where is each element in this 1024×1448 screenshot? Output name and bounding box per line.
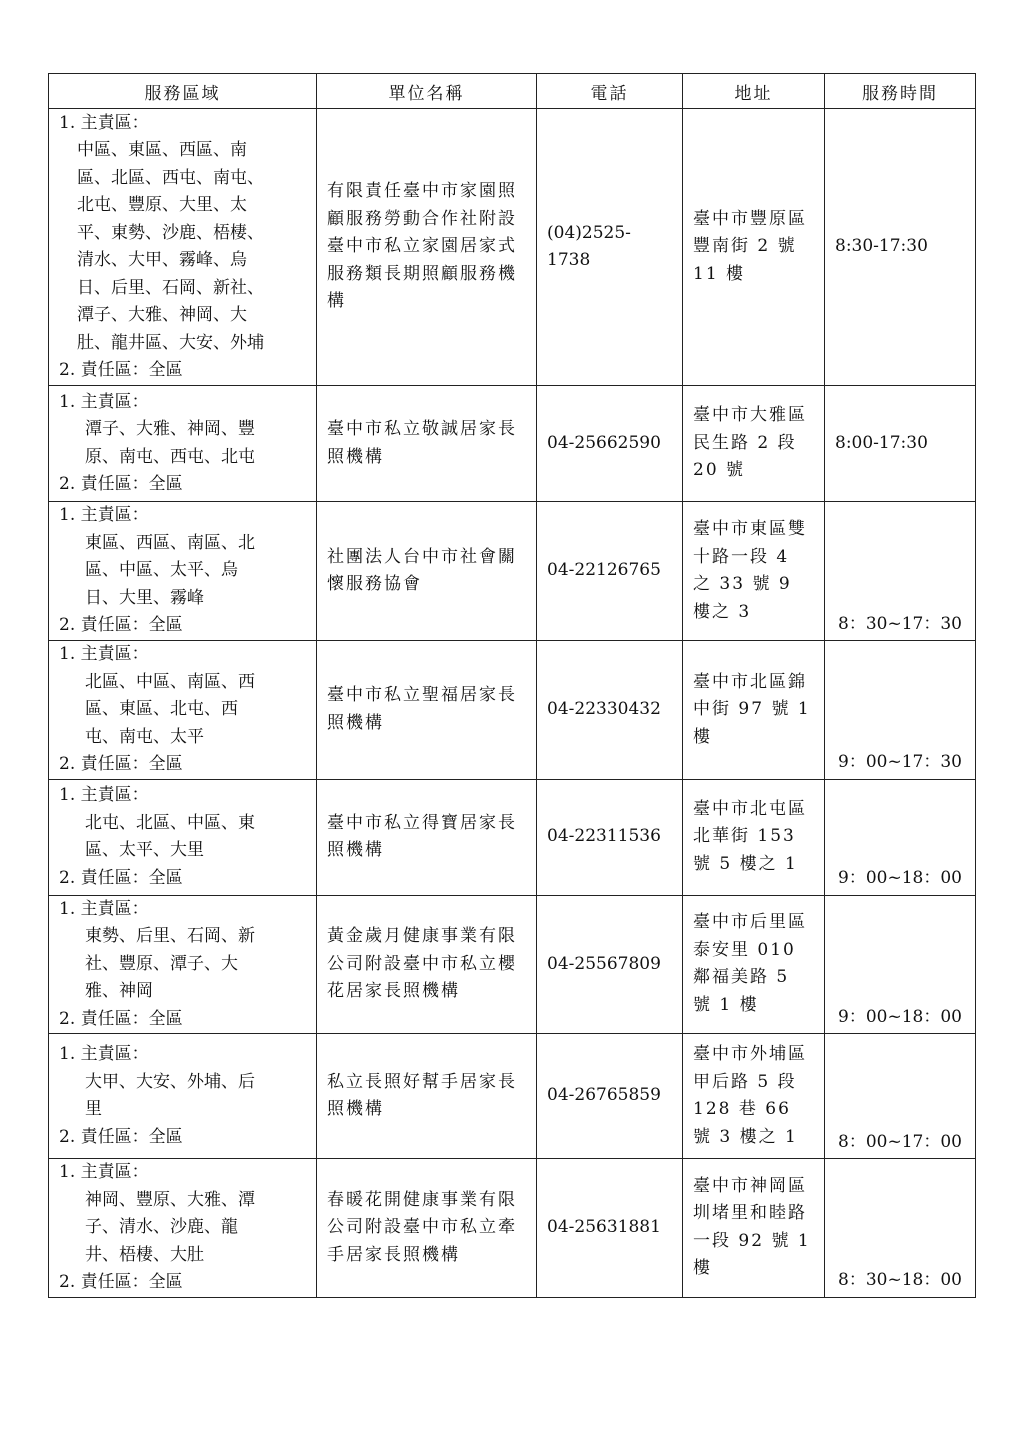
phone-number: 04-22311536 xyxy=(537,779,683,895)
primary-area-label: 1. 主責區： xyxy=(59,1044,149,1064)
primary-area-line: 里 xyxy=(85,1099,102,1119)
primary-area-line: 東區、西區、南區、北 xyxy=(85,532,255,553)
unit-name: 臺中市私立得寶居家長照機構 xyxy=(317,779,537,895)
secondary-area: 2. 責任區：全區 xyxy=(59,867,183,888)
unit-name: 有限責任臺中市家園照顧服務勞動合作社附設臺中市私立家園居家式服務類長期照顧服務機構 xyxy=(317,109,537,386)
address: 臺中市外埔區甲后路 5 段 128 巷 66 號 3 樓之 1 xyxy=(683,1034,825,1159)
primary-area-line: 肚、龍井區、大安、外埔 xyxy=(77,332,264,353)
address: 臺中市神岡區圳堵里和睦路一段 92 號 1 樓 xyxy=(683,1159,825,1298)
phone-number: 04-22330432 xyxy=(537,641,683,780)
secondary-area: 2. 責任區：全區 xyxy=(59,360,183,380)
address: 臺中市北屯區北華街 153 號 5 樓之 1 xyxy=(683,779,825,895)
service-hours: 8：30~17：30 xyxy=(825,502,976,641)
service-area-cell xyxy=(49,109,317,386)
address: 臺中市東區雙十路一段 4 之 33 號 9 樓之 3 xyxy=(683,502,825,641)
primary-area-line: 日、大里、霧峰 xyxy=(85,587,204,608)
primary-area-label: 1. 主責區： xyxy=(59,391,149,412)
service-hours: 9：00~18：00 xyxy=(825,779,976,895)
table-row xyxy=(49,502,976,641)
primary-area-line: 北屯、北區、中區、東 xyxy=(85,812,255,833)
address: 臺中市豐原區豐南街 2 號 11 樓 xyxy=(683,109,825,386)
table-row xyxy=(49,895,976,1034)
phone-number: (04)2525-1738 xyxy=(537,109,683,386)
primary-area-label: 1. 主責區： xyxy=(59,785,149,805)
header-name: 單位名稱 xyxy=(317,74,537,109)
unit-name: 臺中市私立聖福居家長照機構 xyxy=(317,641,537,780)
unit-name: 黃金歲月健康事業有限公司附設臺中市私立櫻花居家長照機構 xyxy=(317,895,537,1034)
primary-area-line: 大甲、大安、外埔、后 xyxy=(85,1071,255,1092)
service-area-cell xyxy=(49,641,317,780)
phone-number: 04-22126765 xyxy=(537,502,683,641)
header-hours: 服務時間 xyxy=(825,74,976,109)
primary-area-line: 井、梧棲、大肚 xyxy=(85,1244,204,1265)
primary-area-line: 子、清水、沙鹿、龍 xyxy=(85,1217,238,1237)
unit-name: 社團法人台中市社會關懷服務協會 xyxy=(317,502,537,641)
primary-area-line: 屯、南屯、太平 xyxy=(85,726,204,747)
header-area: 服務區域 xyxy=(49,74,317,109)
primary-area-line: 區、北區、西屯、南屯、 xyxy=(77,167,264,188)
primary-area-label: 1. 主責區： xyxy=(59,644,149,664)
phone-number: 04-25631881 xyxy=(537,1159,683,1298)
secondary-area: 2. 責任區：全區 xyxy=(59,474,183,494)
primary-area-line: 社、豐原、潭子、大 xyxy=(85,953,238,974)
header-address: 地址 xyxy=(683,74,825,109)
secondary-area: 2. 責任區：全區 xyxy=(59,754,183,774)
table-header-row xyxy=(49,74,976,109)
primary-area-label: 1. 主責區： xyxy=(59,505,149,526)
primary-area-line: 平、東勢、沙鹿、梧棲、 xyxy=(77,222,264,243)
table-row xyxy=(49,1159,976,1298)
primary-area-label: 1. 主責區： xyxy=(59,898,149,919)
service-hours: 8：30~18：00 xyxy=(825,1159,976,1298)
primary-area-line: 原、南屯、西屯、北屯 xyxy=(85,446,255,467)
table-row xyxy=(49,641,976,780)
header-phone: 電話 xyxy=(537,74,683,109)
address: 臺中市北區錦中街 97 號 1 樓 xyxy=(683,641,825,780)
unit-name: 春暖花開健康事業有限公司附設臺中市私立牽手居家長照機構 xyxy=(317,1159,537,1298)
secondary-area: 2. 責任區：全區 xyxy=(59,1272,183,1292)
address: 臺中市大雅區民生路 2 段 20 號 xyxy=(683,386,825,502)
table-row xyxy=(49,779,976,895)
table-row xyxy=(49,109,976,386)
unit-name: 私立長照好幫手居家長照機構 xyxy=(317,1034,537,1159)
service-area-cell xyxy=(49,1159,317,1298)
service-area-cell xyxy=(49,502,317,641)
primary-area-line: 區、中區、太平、烏 xyxy=(85,560,238,581)
primary-area-line: 潭子、大雅、神岡、豐 xyxy=(85,419,255,439)
service-area-cell xyxy=(49,1034,317,1159)
service-area-cell xyxy=(49,895,317,1034)
primary-area-line: 北區、中區、南區、西 xyxy=(85,671,255,692)
secondary-area: 2. 責任區：全區 xyxy=(59,615,183,636)
service-hours: 8:30-17:30 xyxy=(825,109,976,386)
address: 臺中市后里區泰安里 010 鄰福美路 5 號 1 樓 xyxy=(683,895,825,1034)
primary-area-line: 潭子、大雅、神岡、大 xyxy=(77,305,247,325)
table-row xyxy=(49,1034,976,1159)
phone-number: 04-25662590 xyxy=(537,386,683,502)
service-area-cell xyxy=(49,386,317,502)
primary-area-line: 區、太平、大里 xyxy=(85,840,204,860)
primary-area-line: 雅、神岡 xyxy=(85,981,153,1001)
primary-area-line: 東勢、后里、石岡、新 xyxy=(85,926,255,946)
primary-area-line: 神岡、豐原、大雅、潭 xyxy=(85,1189,255,1210)
service-hours: 8:00-17:30 xyxy=(825,386,976,502)
unit-name: 臺中市私立敬誠居家長照機構 xyxy=(317,386,537,502)
primary-area-label: 1. 主責區： xyxy=(59,112,149,133)
secondary-area: 2. 責任區：全區 xyxy=(59,1126,183,1147)
phone-number: 04-26765859 xyxy=(537,1034,683,1159)
primary-area-label: 1. 主責區： xyxy=(59,1162,149,1182)
service-area-cell xyxy=(49,779,317,895)
primary-area-line: 清水、大甲、霧峰、烏 xyxy=(77,250,247,270)
primary-area-line: 北屯、豐原、大里、太 xyxy=(77,195,247,215)
service-hours: 8：00~17：00 xyxy=(825,1034,976,1159)
phone-number: 04-25567809 xyxy=(537,895,683,1034)
secondary-area: 2. 責任區：全區 xyxy=(59,1008,183,1029)
primary-area-line: 區、東區、北屯、西 xyxy=(85,699,238,719)
primary-area-line: 中區、東區、西區、南 xyxy=(77,140,247,160)
service-table xyxy=(48,73,976,1298)
service-hours: 9：00~17：30 xyxy=(825,641,976,780)
service-hours: 9：00~18：00 xyxy=(825,895,976,1034)
primary-area-line: 日、后里、石岡、新社、 xyxy=(77,277,264,298)
table-row xyxy=(49,386,976,502)
